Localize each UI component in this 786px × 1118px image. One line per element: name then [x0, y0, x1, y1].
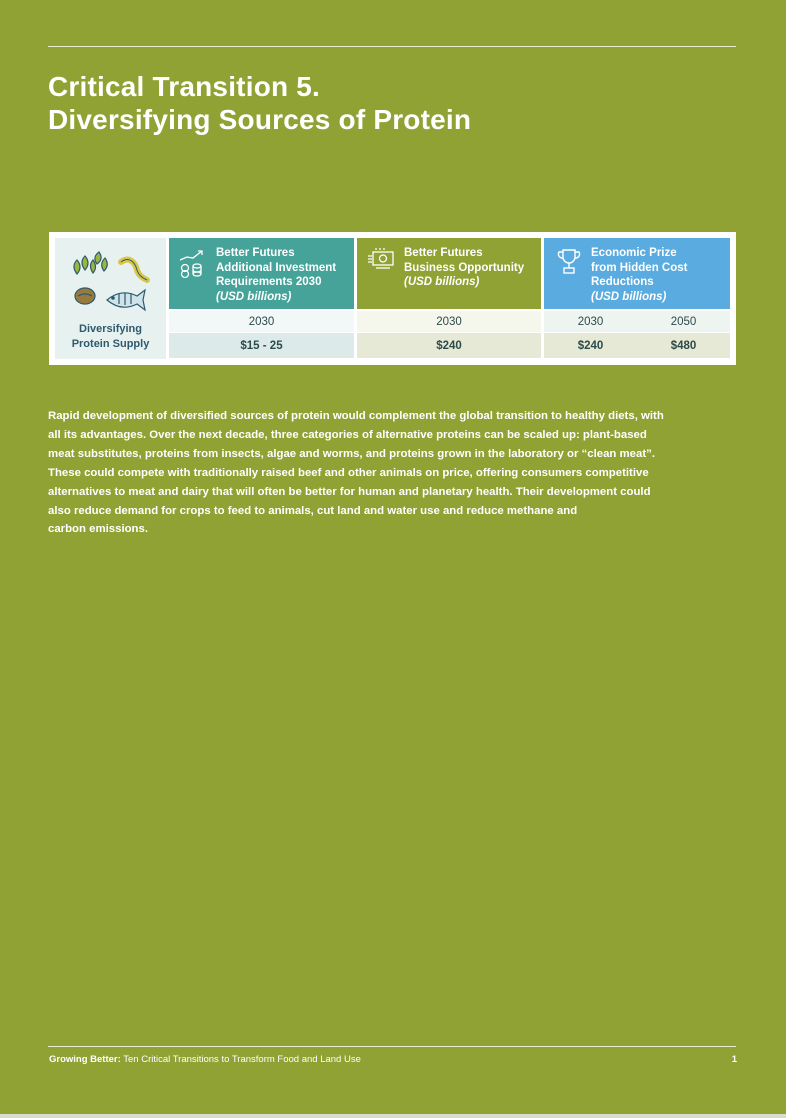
body-line: These could compete with traditionally raised beef and other animals on price, offering consumers competitive: [48, 466, 649, 479]
bottom-strip: [0, 1114, 786, 1118]
body-paragraph: [48, 407, 738, 539]
row-label-line-1: Diversifying: [79, 323, 142, 335]
body-line: meat substitutes, proteins from insects, algae and worms, and proteins grown in the laboratory or “clean meat”.: [48, 447, 655, 460]
header-investment-unit: (USD billions): [216, 290, 292, 303]
year-prize-2030: [544, 311, 637, 332]
title-line-2: Diversifying Sources of Protein: [48, 104, 472, 135]
body-line: carbon emissions.: [48, 523, 149, 536]
value-prize-2030-text: $240: [577, 339, 604, 352]
value-opportunity: [357, 333, 541, 358]
body-line: also reduce demand for crops to feed to animals, cut land and water use and reduce methane and: [48, 504, 578, 517]
trophy-icon: [556, 247, 582, 275]
header-opportunity-line-2: Business Opportunity: [404, 261, 525, 274]
footer-title: [49, 1054, 361, 1065]
protein-sources-icon: [55, 238, 166, 318]
year-prize-2050-text: 2050: [670, 315, 697, 328]
value-opportunity-text: $240: [436, 339, 462, 352]
page-number: 1: [731, 1054, 737, 1065]
row-label-line-2: Protein Supply: [71, 337, 150, 350]
header-economic-prize-line-2: from Hidden Cost: [591, 261, 688, 274]
header-opportunity: [357, 238, 541, 309]
value-prize-2030: [544, 333, 637, 358]
header-economic-prize-line-1: Economic Prize: [591, 247, 677, 259]
footer-title-rest: Ten Critical Transitions to Transform Food and Land Use: [120, 1054, 361, 1065]
header-investment-line-3: Requirements 2030: [216, 276, 322, 288]
body-line: all its advantages. Over the next decade, three categories of alternative proteins can be scaled up: plant-based: [48, 428, 647, 441]
header-opportunity-line-1: Better Futures: [404, 247, 483, 259]
body-line: alternatives to meat and dairy that will often be better for human and planetary health. Their development could: [48, 485, 651, 498]
year-investment: [169, 311, 354, 332]
year-prize-2050: [637, 311, 730, 332]
header-investment-line-2: Additional Investment: [216, 261, 337, 274]
summary-table: [49, 232, 736, 365]
header-opportunity-unit: (USD billions): [404, 276, 480, 288]
value-investment: [169, 333, 354, 358]
footer-divider: [48, 1046, 736, 1047]
year-opportunity: [357, 311, 541, 332]
page-title: [48, 70, 738, 136]
row-label: [55, 322, 166, 351]
year-investment-text: 2030: [248, 315, 275, 328]
footer-title-bold: Growing Better:: [49, 1054, 121, 1065]
banknote-icon: [367, 247, 397, 271]
header-investment-line-1: Better Futures: [216, 247, 295, 259]
header-investment: [169, 238, 354, 309]
value-investment-text: $15 - 25: [240, 339, 283, 352]
top-divider: [48, 46, 736, 47]
title-line-1: Critical Transition 5.: [48, 71, 321, 102]
header-economic-prize-line-3: Reductions: [591, 276, 654, 288]
header-economic-prize-unit: (USD billions): [591, 290, 667, 303]
row-label-cell: [55, 238, 166, 359]
body-line: Rapid development of diversified sources of protein would complement the global transition to healthy diets, with: [48, 410, 664, 422]
value-prize-2050-text: $480: [670, 339, 697, 352]
year-opportunity-text: 2030: [436, 315, 462, 328]
coins-growth-icon: [178, 248, 208, 278]
header-economic-prize: [544, 238, 730, 309]
value-prize-2050: [637, 333, 730, 358]
year-prize-2030-text: 2030: [577, 315, 604, 328]
